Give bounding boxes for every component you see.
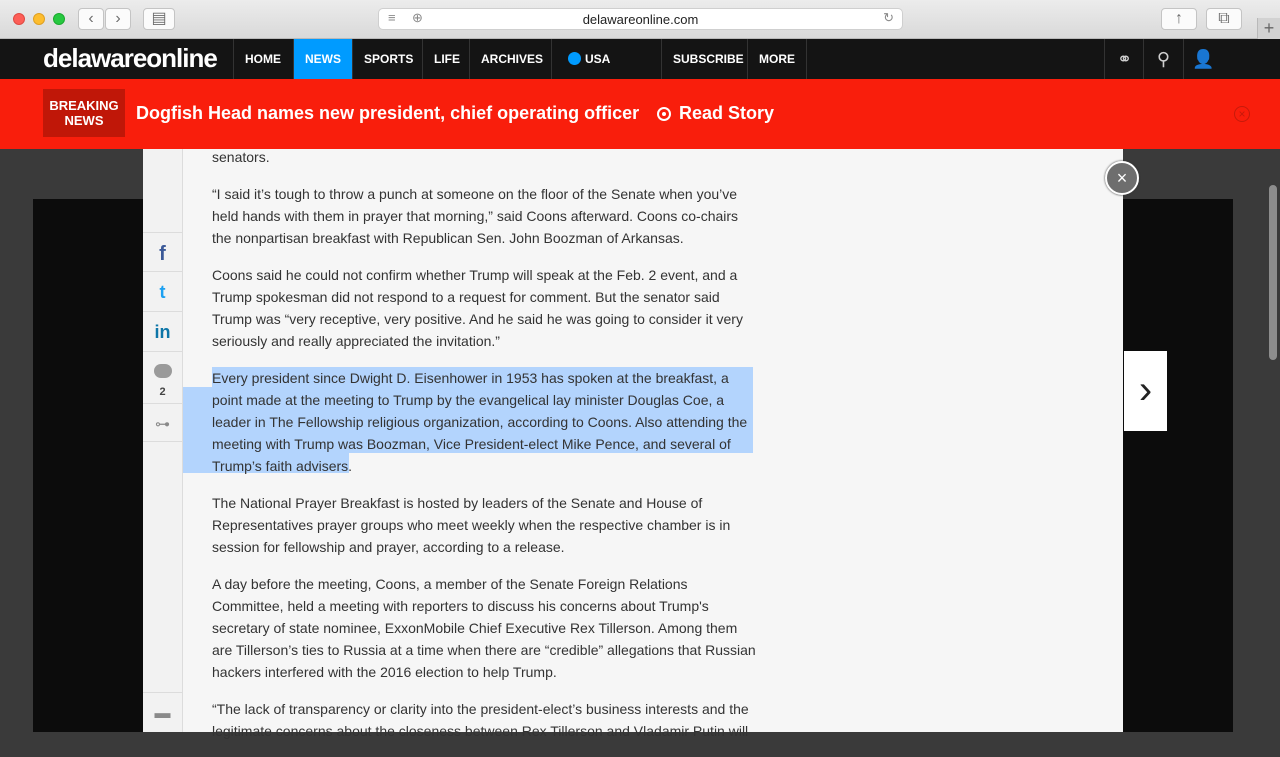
nav-more[interactable]: MORE [747, 39, 807, 79]
breaking-label-line2: NEWS [64, 113, 104, 128]
read-story-label: Read Story [679, 103, 775, 123]
linkedin-icon: in [154, 322, 171, 342]
key-icon: ⊶ [155, 416, 170, 433]
modal-close-button[interactable] [1105, 161, 1139, 195]
article-paragraph: senators. [212, 149, 270, 165]
facebook-icon: f [159, 243, 166, 265]
user-icon[interactable]: 👤 [1183, 39, 1223, 79]
show-tabs-button[interactable] [1206, 8, 1242, 30]
chevron-left-icon: ‹ [88, 10, 94, 27]
article-paragraph: “The lack of transparency or clarity into the president-elect’s business interests and the legitimate concerns about the closeness between Rex Tillerson and Vladamir Putin will [212, 701, 749, 739]
share-rail [143, 149, 183, 732]
share-button[interactable] [1161, 8, 1197, 30]
breaking-news-bar [0, 79, 1280, 149]
back-button[interactable] [78, 8, 104, 30]
usa-today-dot-icon [568, 52, 581, 65]
search-icon[interactable]: ⚲ [1143, 39, 1183, 79]
article-paragraph: Coons said he could not confirm whether Trump will speak at the Feb. 2 event, and a Trump spokesman did not respond to a request for comment. But the senator said Trump was “very receptive, very positive. And he said he was going to consider it very seriously and really appreciated the invitation.” [212, 267, 743, 349]
share-icon: ↑ [1175, 10, 1183, 27]
next-article-button[interactable] [1124, 351, 1167, 431]
nav-usa-today-label: USA [585, 52, 610, 66]
article-paragraph: “I said it’s tough to throw a punch at someone on the floor of the Senate when you’ve held hands with them in prayer that morning,” said Coons afterward. Coons co-chairs the nonpartisan breakfast with Republican Sen. John Boozman of Arkansas. [212, 186, 739, 246]
new-tab-button[interactable] [1257, 18, 1280, 39]
browser-toolbar [0, 0, 1280, 39]
plus-icon: + [1263, 18, 1275, 38]
zoom-window-button[interactable] [53, 13, 65, 25]
article-paragraph-selected: Every president since Dwight D. Eisenhower in 1953 has spoken at the breakfast, a point made at the meeting to Trump by the evangelical lay minister Douglas Coe, a leader in The Fellowship religious organization, according to Coons. Also attending the meeting with Trump was Boozman, Vice President-elect Mike Pence, and several of Trump’s faith advisers. [212, 370, 748, 474]
page-scrollbar-thumb[interactable] [1269, 185, 1277, 360]
printer-icon: ▬ [154, 705, 171, 722]
add-bookmark-icon[interactable]: ⊕ [412, 10, 423, 25]
linkedin-share-button[interactable] [143, 312, 182, 352]
more-share-button[interactable] [143, 404, 182, 442]
article-paragraph: A day before the meeting, Coons, a member of the Senate Foreign Relations Committee, held a meeting with reporters to discuss his concerns about Trump's secretary of state nominee, ExxonMobile Chief Executive Rex Tillerson. Among them are Tillerson’s ties to Russia at a time when there are “credible” allegations that Russian hackers interfered with the 2016 election to help Trump. [212, 576, 756, 680]
play-circle-icon [657, 107, 671, 121]
nav-sports[interactable]: SPORTS [352, 39, 422, 79]
read-story-link[interactable] [657, 103, 774, 124]
forward-button[interactable] [105, 8, 131, 30]
facebook-share-button[interactable] [143, 232, 182, 272]
share-network-icon[interactable]: ⚭ [1104, 39, 1144, 79]
close-window-button[interactable] [13, 13, 25, 25]
article-paragraph: The National Prayer Breakfast is hosted by leaders of the Senate and House of Representatives prayer groups who meet weekly when the respective chamber is in session for fellowship and prayer, according to a release. [212, 495, 731, 555]
breaking-label-line1: BREAKING [49, 98, 119, 113]
site-nav [0, 39, 1280, 79]
sidebar-icon: ▤ [151, 10, 167, 27]
breaking-close-icon[interactable]: × [1234, 106, 1250, 122]
url-text: delawareonline.com [582, 12, 699, 27]
twitter-icon: t [159, 282, 166, 302]
chevron-right-icon: › [1138, 368, 1153, 412]
nav-life[interactable]: LIFE [422, 39, 469, 79]
close-icon: × [1116, 168, 1128, 188]
chevron-right-icon: › [115, 10, 121, 27]
comment-bubble-icon [154, 364, 172, 378]
nav-subscribe[interactable]: SUBSCRIBE [661, 39, 747, 79]
print-button[interactable] [143, 692, 182, 732]
nav-archives[interactable]: ARCHIVES [469, 39, 551, 79]
comments-button[interactable] [143, 352, 182, 404]
article-body [212, 149, 757, 757]
breaking-news-label [43, 89, 125, 137]
address-bar[interactable] [378, 8, 903, 30]
nav-usa-today[interactable] [551, 39, 661, 79]
tabs-icon: ⧉ [1218, 10, 1230, 27]
twitter-share-button[interactable] [143, 272, 182, 312]
reload-icon[interactable]: ↻ [883, 10, 894, 25]
nav-home[interactable]: HOME [233, 39, 293, 79]
minimize-window-button[interactable] [33, 13, 45, 25]
sidebar-button[interactable] [143, 8, 175, 30]
nav-news[interactable]: NEWS [293, 39, 352, 79]
comments-count: 2 [159, 386, 166, 398]
breaking-headline[interactable]: Dogfish Head names new president, chief operating officer [136, 103, 640, 123]
reader-icon[interactable]: ≡ [388, 10, 396, 25]
site-logo[interactable]: delawareonline [43, 43, 217, 73]
